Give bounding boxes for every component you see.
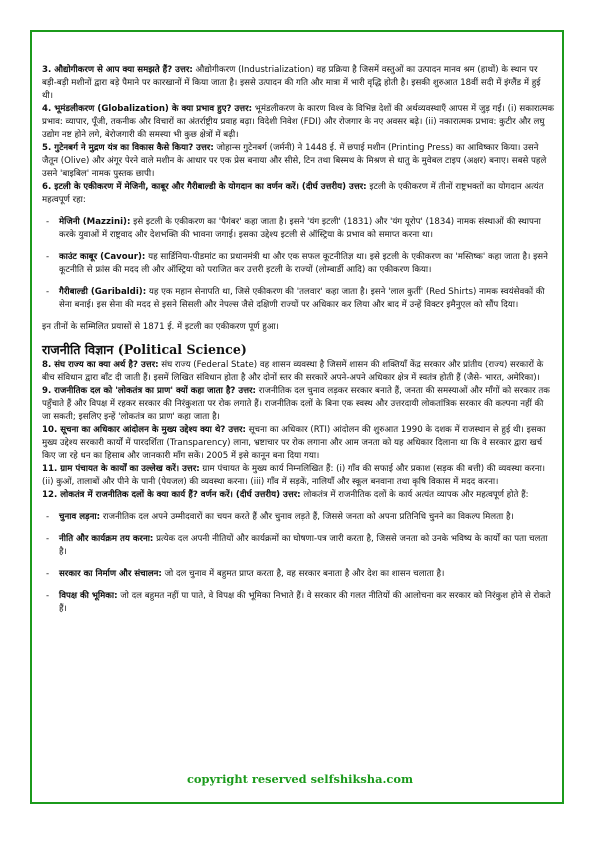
- bullet-election: [42, 511, 554, 524]
- bullet-dash: -: [46, 252, 50, 262]
- question-3: [42, 64, 554, 103]
- question-10-answer: सूचना का अधिकार (RTI) आंदोलन की शुरुआत 1990 के दशक में राजस्थान से हुई थी। इसका मुख्य उद्देश्य सरकारी कार्यों में पारदर्शिता (Transparency) लाना, भ्रष्टाचार पर रोक लगाना और आम जनता को यह अधिकार दिलाना था कि वे सरकार द्वारा खर्च किए जा रहे धन का हिसाब और जानकारी माँग सकें। 2005 में इसे कानून बना दिया गया।: [42, 425, 546, 461]
- question-6-title: 6. इटली के एकीकरण में मेजिनी, काबूर और गैरीबाल्डी के योगदान का वर्णन करें। (दीर्घ उत्तरीय) उत्तर:: [42, 182, 367, 192]
- bullet-text: यह एक महान सेनापति था, जिसे एकीकरण की 'तलवार' कहा जाता है। इसने 'लाल कुर्ती' (Red Shirts) नामक स्वयंसेवकों की सेना बनाई। इस सेना की मदद से इसने सिसली और नेपल्स जैसे दक्षिणी राज्यों पर अधिकार कर लिया और बाद में उन्हें विक्टर इमैनुएल को सौंप दिया।: [59, 287, 545, 310]
- question-12: [42, 489, 554, 502]
- question-12-answer: लोकतंत्र में राजनीतिक दलों के कार्य अत्यंत व्यापक और महत्वपूर्ण होते हैं:: [300, 490, 529, 500]
- bullet-dash: -: [46, 217, 50, 227]
- bullet-text: राजनीतिक दल अपने उम्मीदवारों का चयन करते हैं और चुनाव लड़ते हैं, जिससे जनता को अपना प्रतिनिधि चुनने का विकल्प मिलता है।: [100, 512, 514, 522]
- bullet-mazzini: [42, 216, 554, 242]
- bullet-government: [42, 568, 554, 581]
- document-body: [42, 64, 554, 616]
- question-5-title: 5. गुटेनबर्ग ने मुद्रण यंत्र का विकास कैसे किया? उत्तर:: [42, 143, 214, 153]
- bullet-text: इसे इटली के एकीकरण का 'पैगंबर' कहा जाता है। इसने 'यंग इटली' (1831) और 'यंग यूरोप' (1834) नामक संस्थाओं की स्थापना करके युवाओं में राष्ट्रवाद और देशभक्ति की भावना जगाई। इसका उद्देश्य इटली से ऑस्ट्रिया के प्रभाव को समाप्त करना था।: [59, 217, 541, 240]
- question-5: [42, 142, 554, 181]
- question-9-answer: राजनीतिक दल चुनाव लड़कर सरकार बनाते हैं, जनता की समस्याओं और माँगों को सरकार तक पहुँचाते हैं और विपक्ष में रहकर सरकार की निरंकुशता पर रोक लगाते हैं। राजनीतिक दलों के बिना एक स्वस्थ और उत्तरदायी लोकतांत्रिक सरकार की कल्पना नहीं की जा सकती; इसलिए इन्हें 'लोकतंत्र का प्राण' कहा जाता है।: [42, 386, 550, 422]
- question-3-title: 3. औद्योगीकरण से आप क्या समझते हैं? उत्तर:: [42, 65, 193, 75]
- question-8: [42, 359, 554, 385]
- question-4-answer: भूमंडलीकरण के कारण विश्व के विभिन्न देशों की अर्थव्यवस्थाएँ आपस में जुड़ गईं। (i) सकारात्मक प्रभाव: व्यापार, पूँजी, तकनीक और विचारों का अंतर्राष्ट्रीय प्रवाह बढ़ा। विदेशी निवेश (FDI) और रोजगार के नए अवसर बढ़े। (ii) नकारात्मक प्रभाव: कुटीर और लघु उद्योग नष्ट होने लगे, बेरोजगारी की समस्या भी कुछ क्षेत्रों में बढ़ी।: [42, 104, 554, 140]
- question-9: [42, 385, 554, 424]
- question-6-closing: इन तीनों के सम्मिलित प्रयासों से 1871 ई. में इटली का एकीकरण पूर्ण हुआ।: [42, 322, 279, 332]
- bullet-opposition: [42, 590, 554, 616]
- bullet-title: काउंट काबूर (Cavour):: [59, 252, 146, 262]
- bullet-dash: -: [46, 591, 50, 601]
- question-8-title: 8. संघ राज्य का क्या अर्थ है? उत्तर:: [42, 360, 159, 370]
- bullet-title: मेजिनी (Mazzini):: [59, 217, 131, 227]
- question-9-title: 9. राजनीतिक दल को 'लोकतंत्र का प्राण' क्यों कहा जाता है? उत्तर:: [42, 386, 256, 396]
- question-11: [42, 463, 554, 489]
- bullet-text: जो दल बहुमत नहीं पा पाते, वे विपक्ष की भूमिका निभाते हैं। वे सरकार की गलत नीतियों की आलोचना कर सरकार को निरंकुश होने से रोकते हैं।: [59, 591, 551, 614]
- question-10-title: 10. सूचना का अधिकार आंदोलन के मुख्य उद्देश्य क्या थे? उत्तर:: [42, 425, 246, 435]
- bullet-text: जो दल चुनाव में बहुमत प्राप्त करता है, वह सरकार बनाता है और देश का शासन चलाता है।: [161, 569, 445, 579]
- bullet-title: नीति और कार्यक्रम तय करना:: [59, 534, 154, 544]
- question-4-title: 4. भूमंडलीकरण (Globalization) के क्या प्रभाव हुए? उत्तर:: [42, 104, 253, 114]
- section-heading: राजनीति विज्ञान (Political Science): [42, 342, 247, 357]
- question-4: [42, 103, 554, 142]
- bullet-title: विपक्ष की भूमिका:: [59, 591, 118, 601]
- bullet-title: गैरीबाल्डी (Garibaldi):: [59, 287, 147, 297]
- bullet-garibaldi: [42, 286, 554, 312]
- bullet-policy: [42, 533, 554, 559]
- copyright-footer: copyright reserved selfshiksha.com: [186, 772, 414, 786]
- bullet-dash: -: [46, 287, 50, 297]
- question-6-answer: इटली के एकीकरण में तीनों राष्ट्रभक्तों का योगदान अत्यंत महत्वपूर्ण रहा:: [42, 182, 544, 205]
- question-11-answer: ग्राम पंचायत के मुख्य कार्य निम्नलिखित हैं: (i) गाँव की सफाई और प्रकाश (सड़क की बत्ती) की व्यवस्था करना। (ii) कुओं, तालाबों और पीने के पानी (पेयजल) की व्यवस्था करना। (iii) गाँव में सड़कें, नालियाँ और स्कूल बनवाना तथा कृषि विकास में मदद करना।: [42, 464, 546, 487]
- bullet-dash: -: [46, 569, 50, 579]
- bullet-title: सरकार का निर्माण और संचालन:: [59, 569, 162, 579]
- question-6: [42, 181, 554, 207]
- question-3-answer: औद्योगीकरण (Industrialization) वह प्रक्रिया है जिसमें वस्तुओं का उत्पादन मानव श्रम (हाथों) के स्थान पर बड़ी-बड़ी मशीनों द्वारा बड़े पैमाने पर कारखानों में किया जाता है। इससे उत्पादन की गति और मात्रा में भारी वृद्धि होती है। इसकी शुरुआत 18वीं सदी में इंग्लैंड में हुई थी।: [42, 65, 541, 101]
- bullet-dash: -: [46, 534, 50, 544]
- question-5-answer: जोहान्स गुटेनबर्ग (जर्मनी) ने 1448 ई. में छपाई मशीन (Printing Press) का आविष्कार किया। उसने जैतून (Olive) और अंगूर पेरने वाले मशीन के आधार पर एक प्रेस बनाया और सीसे, टिन तथा बिस्मथ के मिश्रण से धातु के मुवेबल टाइप (अक्षर) बनाए। सबसे पहले उसने 'बाइबिल' नामक पुस्तक छापी।: [42, 143, 547, 179]
- question-11-title: 11. ग्राम पंचायत के कार्यों का उल्लेख करें। उत्तर:: [42, 464, 200, 474]
- question-10: [42, 424, 554, 463]
- bullet-title: चुनाव लड़ना:: [59, 512, 101, 522]
- bullet-dash: -: [46, 512, 50, 522]
- bullet-text: यह सार्डिनिया-पीडमांट का प्रधानमंत्री था और एक सफल कूटनीतिज्ञ था। इसे इटली के एकीकरण का 'मस्तिष्क' कहा जाता है। इसने कूटनीति से फ्रांस की मदद ली और ऑस्ट्रिया को पराजित कर उत्तरी इटली के राज्यों (लोम्बार्डी आदि) का एकीकरण किया।: [59, 252, 548, 275]
- bullet-cavour: [42, 251, 554, 277]
- question-8-answer: संघ राज्य (Federal State) वह शासन व्यवस्था है जिसमें शासन की शक्तियाँ केंद्र सरकार और प्रांतीय (राज्य) सरकारों के बीच संविधान द्वारा बाँट दी जाती हैं। इसमें लिखित संविधान होता है और दोनों स्तर की सरकारें अपने-अपने अधिकार क्षेत्र में स्वतंत्र होती हैं (जैसे- भारत, अमेरिका)।: [42, 360, 544, 383]
- question-12-title: 12. लोकतंत्र में राजनीतिक दलों के क्या कार्य हैं? वर्णन करें। (दीर्घ उत्तरीय) उत्तर:: [42, 490, 301, 500]
- bullet-text: प्रत्येक दल अपनी नीतियों और कार्यक्रमों का घोषणा-पत्र जारी करता है, जिससे जनता को उनके भविष्य के कार्यों का पता चलता है।: [59, 534, 548, 557]
